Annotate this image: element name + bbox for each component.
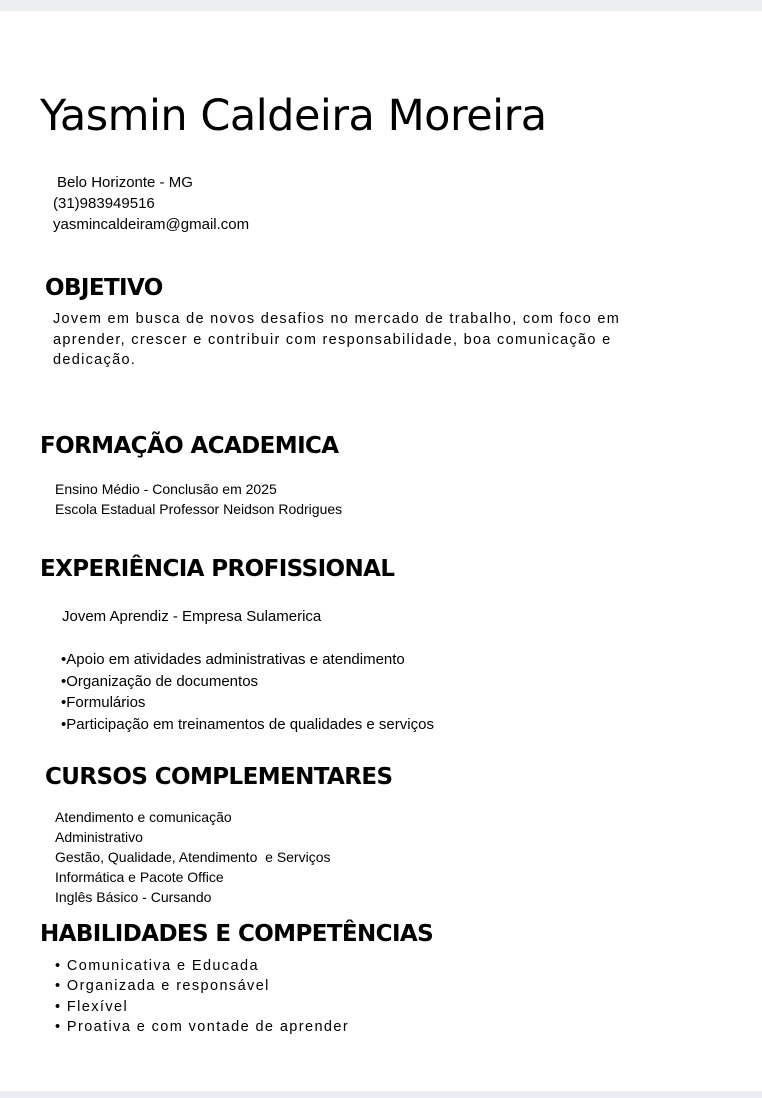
skills-list [55, 956, 349, 1037]
courses-list [55, 807, 331, 907]
experience-bullet: •Apoio em atividades administrativas e atendimento [61, 651, 405, 668]
education-heading: FORMAÇÃO ACADEMICA [40, 433, 339, 459]
education-item: Escola Estadual Professor Neidson Rodrigues [55, 501, 343, 517]
experience-bullet: •Organização de documentos [61, 672, 259, 690]
skill-item: • Flexível [55, 998, 129, 1015]
skill-item: • Comunicativa e Educada [55, 958, 259, 974]
experience-heading: EXPERIÊNCIA PROFISSIONAL [40, 556, 395, 582]
course-item: Administrativo [55, 829, 143, 845]
skill-item: • Organizada e responsável [55, 978, 270, 995]
skill-item: • Proativa e com vontade de aprender [55, 1018, 350, 1035]
education-item: Ensino Médio - Conclusão em 2025 [55, 481, 277, 497]
contact-location: Belo Horizonte - MG [57, 174, 193, 191]
contact-email: yasmincaldeiram@gmail.com [53, 216, 250, 233]
education-list [55, 479, 342, 519]
course-item: Inglês Básico - Cursando [55, 889, 212, 905]
experience-bullet: •Formulários [61, 694, 146, 711]
objective-text: Jovem em busca de novos desafios no mercado de trabalho, com foco em aprender, crescer e contribuir com responsabilidade, boa comunicação e dedicação. [53, 311, 621, 368]
experience-bullets [61, 649, 434, 735]
objective-heading: OBJETIVO [45, 275, 163, 301]
contact-phone: (31)983949516 [53, 195, 155, 212]
course-item: Informática e Pacote Office [55, 869, 224, 885]
course-item: Gestão, Qualidade, Atendimento e Serviços [55, 849, 331, 865]
skills-heading: HABILIDADES E COMPETÊNCIAS [40, 921, 434, 947]
experience-role: Jovem Aprendiz - Empresa Sulamerica [62, 608, 322, 625]
course-item: Atendimento e comunicação [55, 809, 232, 825]
resume-page [0, 11, 762, 1091]
experience-bullet: •Participação em treinamentos de qualidades e serviços [61, 715, 434, 733]
courses-heading: CURSOS COMPLEMENTARES [45, 764, 393, 790]
candidate-name: Yasmin Caldeira Moreira [40, 91, 547, 141]
